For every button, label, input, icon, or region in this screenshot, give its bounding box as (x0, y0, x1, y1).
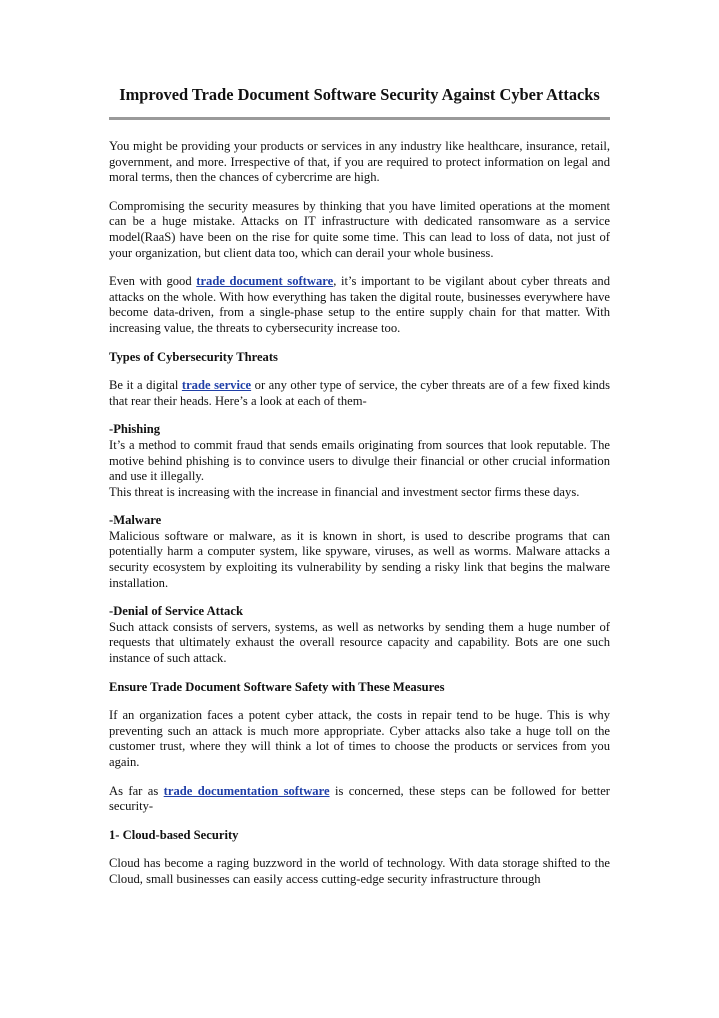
phishing-body: It’s a method to commit fraud that sends emails originating from sources that look reputable. The motive behind phishing is to convince users to divulge their financial or other crucial information and use it illegally. (109, 437, 610, 484)
types-paragraph-after: or any other type of service, the cyber threats are of a few fixed kinds that rear their heads. Here’s a look at each of them- (109, 378, 610, 408)
types-heading: Types of Cybersecurity Threats (109, 349, 278, 364)
trade-documentation-software-link[interactable]: trade documentation software (163, 783, 330, 798)
dos-body: Such attack consists of servers, systems, as well as networks by sending them a huge number of requests that ultimately exhaust the overall resource capacity and capability. Bots are one such instance of such attack. (109, 619, 610, 666)
dos-heading: -Denial of Service Attack (109, 604, 243, 619)
ensure-paragraph-2-before: As far as (109, 783, 164, 798)
title-divider (109, 117, 610, 120)
document-title: Improved Trade Document Software Security Against Cyber Attacks (119, 85, 600, 104)
ensure-paragraph-2-after: is concerned, these steps can be followed for better security- (109, 783, 610, 814)
cloud-paragraph: Cloud has become a raging buzzword in the world of technology. With data storage shifted to the Cloud, small businesses can easily access cutting-edge security infrastructure through (109, 856, 610, 886)
malware-body: Malicious software or malware, as it is known in short, is used to describe programs that can potentially harm a computer system, like spyware, viruses, as well as worms. Malware attacks a security ecosystem by exploiting its vulnerability by sending a risky link that begins the malware installation. (109, 528, 610, 590)
ensure-paragraph-2 (109, 784, 610, 815)
phishing-heading: -Phishing (109, 422, 161, 437)
intro-paragraph-3-after: , it’s important to be vigilant about cyber threats and attacks on the whole. With how everything has taken the digital route, businesses everywhere have become data-driven, from a single-phase setup to the entire supply chain for that matter. With increasing value, the threats to cybersecurity increase too. (109, 274, 610, 335)
intro-paragraph-2: Compromising the security measures by thinking that you have limited operations at the moment can be a huge mistake. Attacks on IT infrastructure with dedicated ransomware as a service model(RaaS) have been on the rise for quite some time. This can lead to loss of data, not just of your organization, but client data too, which can derail your whole business. (109, 198, 610, 260)
malware-heading: -Malware (109, 513, 162, 528)
ensure-heading: Ensure Trade Document Software Safety with These Measures (109, 679, 445, 694)
types-paragraph-before: Be it a digital (109, 378, 182, 393)
intro-paragraph-3-before: Even with good (109, 274, 197, 289)
ensure-paragraph-1: If an organization faces a potent cyber attack, the costs in repair tend to be huge. This is why preventing such an attack is much more appropriate. Cyber attacks also take a huge toll on the customer trust, where they will think a lot of times to choose the products or services from you again. (109, 708, 610, 769)
phishing-body-2: This threat is increasing with the increase in financial and investment sector firms these days. (109, 484, 580, 499)
trade-service-link[interactable]: trade service (181, 378, 252, 393)
intro-paragraph-1: You might be providing your products or services in any industry like healthcare, insurance, retail, government, and more. Irrespective of that, if you are required to protect information on legal and moral terms, then the chances of cybercrime are high. (109, 139, 610, 185)
cloud-heading: 1- Cloud-based Security (109, 827, 239, 842)
intro-paragraph-3 (109, 274, 610, 336)
trade-document-software-link[interactable]: trade document software (196, 274, 334, 289)
types-paragraph (109, 378, 610, 409)
